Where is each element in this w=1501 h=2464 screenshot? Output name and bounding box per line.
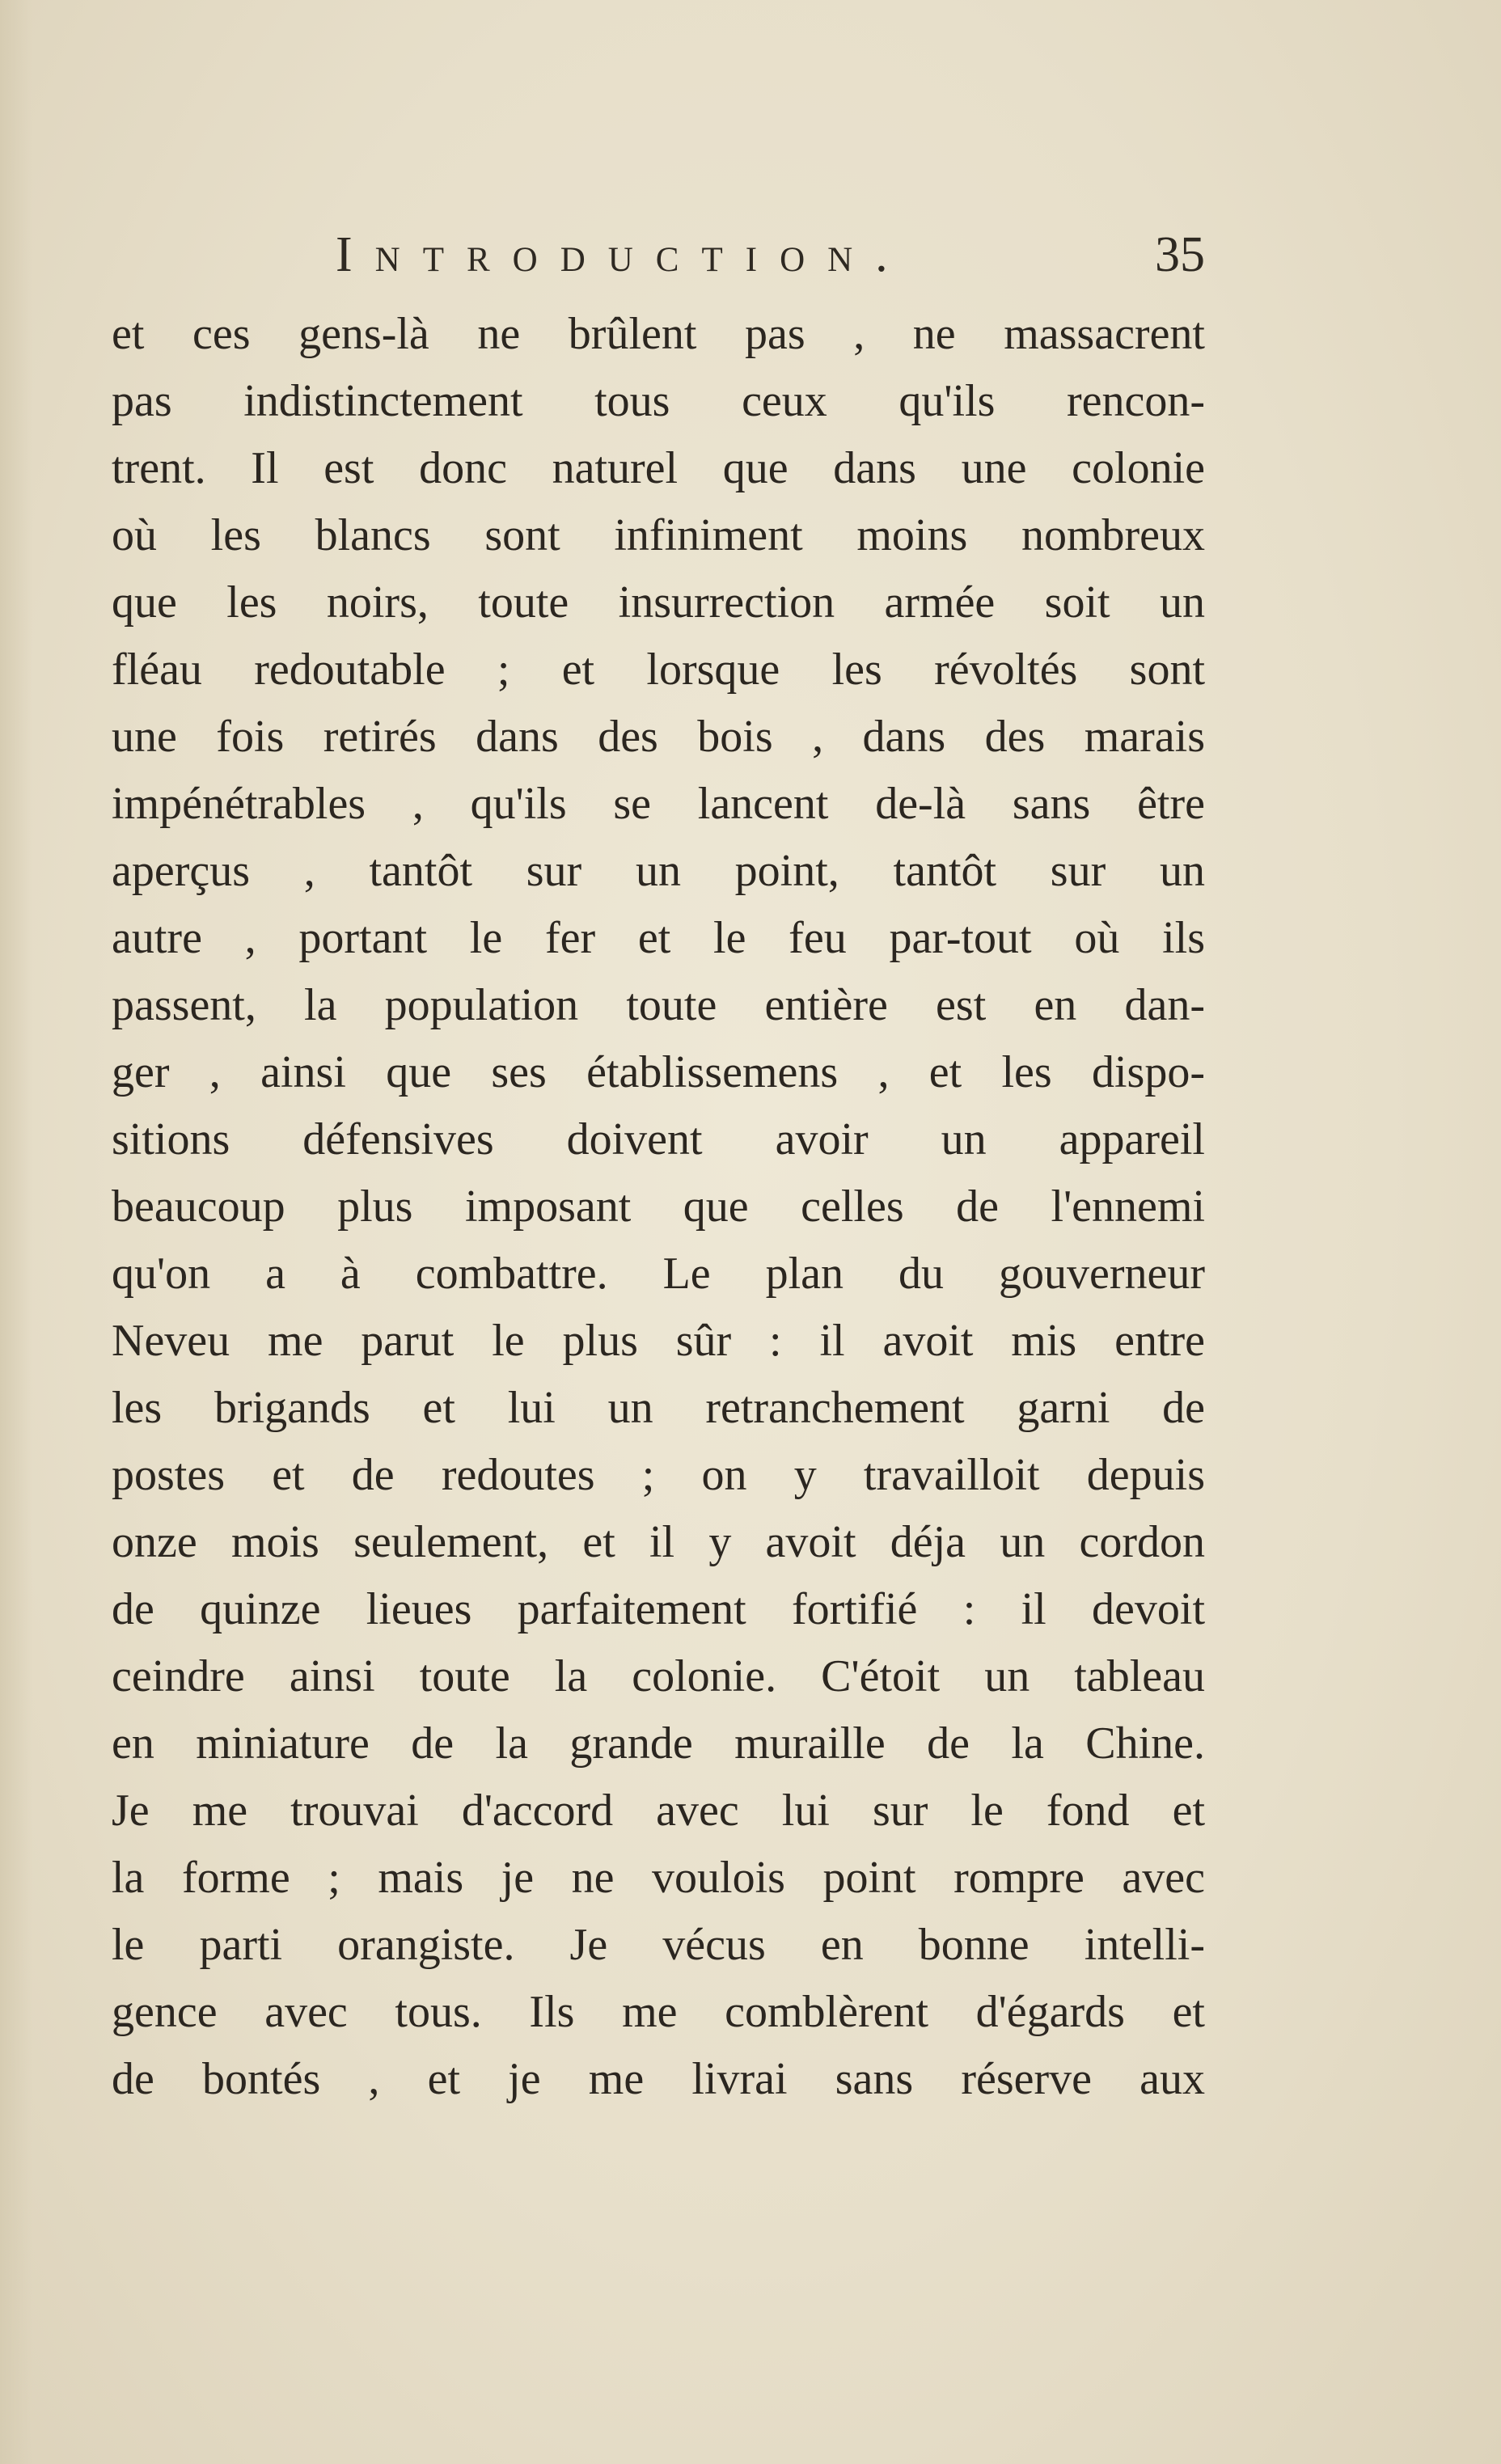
- page-header: [113, 218, 1205, 291]
- text-line: Je me trouvai d'accord avec lui sur le fond et: [112, 1786, 1205, 1836]
- text-line: trent. Il est donc naturel que dans une colonie: [112, 443, 1205, 493]
- text-line: gence avec tous. Ils me comblèrent d'égards et: [112, 1987, 1205, 2037]
- text-line: la forme ; mais je ne voulois point rompre avec: [112, 1853, 1205, 1903]
- text-line: beaucoup plus imposant que celles de l'ennemi: [112, 1181, 1205, 1232]
- text-line: passent, la population toute entière est en dan-: [112, 980, 1205, 1030]
- text-line: aperçus , tantôt sur un point, tantôt sur un: [112, 846, 1205, 896]
- text-line: ger , ainsi que ses établissemens , et les dispo-: [112, 1047, 1205, 1097]
- text-line: Neveu me parut le plus sûr : il avoit mis entre: [112, 1316, 1205, 1366]
- text-line: impénétrables , qu'ils se lancent de-là sans être: [112, 779, 1205, 829]
- text-line: les brigands et lui un retranchement garni de: [112, 1383, 1205, 1433]
- text-line: autre , portant le fer et le feu par-tout où ils: [112, 913, 1205, 963]
- spine-shadow: [0, 0, 32, 2464]
- text-line: fléau redoutable ; et lorsque les révoltés sont: [112, 645, 1205, 695]
- page-number: 35: [1155, 227, 1205, 282]
- text-line: que les noirs, toute insurrection armée soit un: [112, 577, 1205, 628]
- text-line: pas indistinctement tous ceux qu'ils rencon-: [112, 376, 1205, 426]
- text-line: une fois retirés dans des bois , dans des marais: [112, 712, 1205, 762]
- text-line: en miniature de la grande muraille de la Chine.: [112, 1718, 1205, 1769]
- text-line: de quinze lieues parfaitement fortifié : il devoit: [112, 1584, 1205, 1634]
- text-line: ceindre ainsi toute la colonie. C'étoit un tableau: [112, 1651, 1205, 1701]
- text-line: le parti orangiste. Je vécus en bonne intelli-: [112, 1920, 1205, 1970]
- text-line: de bontés , et je me livrai sans réserve aux: [112, 2054, 1205, 2104]
- text-line: sitions défensives doivent avoir un appareil: [112, 1114, 1205, 1164]
- running-title: Introduction.: [336, 227, 911, 282]
- text-line: qu'on a à combattre. Le plan du gouverneur: [112, 1249, 1205, 1299]
- text-line: où les blancs sont infiniment moins nombreux: [112, 510, 1205, 560]
- text-line: onze mois seulement, et il y avoit déja un cordon: [112, 1517, 1205, 1567]
- text-line: postes et de redoutes ; on y travailloit depuis: [112, 1450, 1205, 1500]
- body-text: [112, 301, 1205, 2113]
- text-line: et ces gens-là ne brûlent pas , ne massacrent: [112, 309, 1205, 359]
